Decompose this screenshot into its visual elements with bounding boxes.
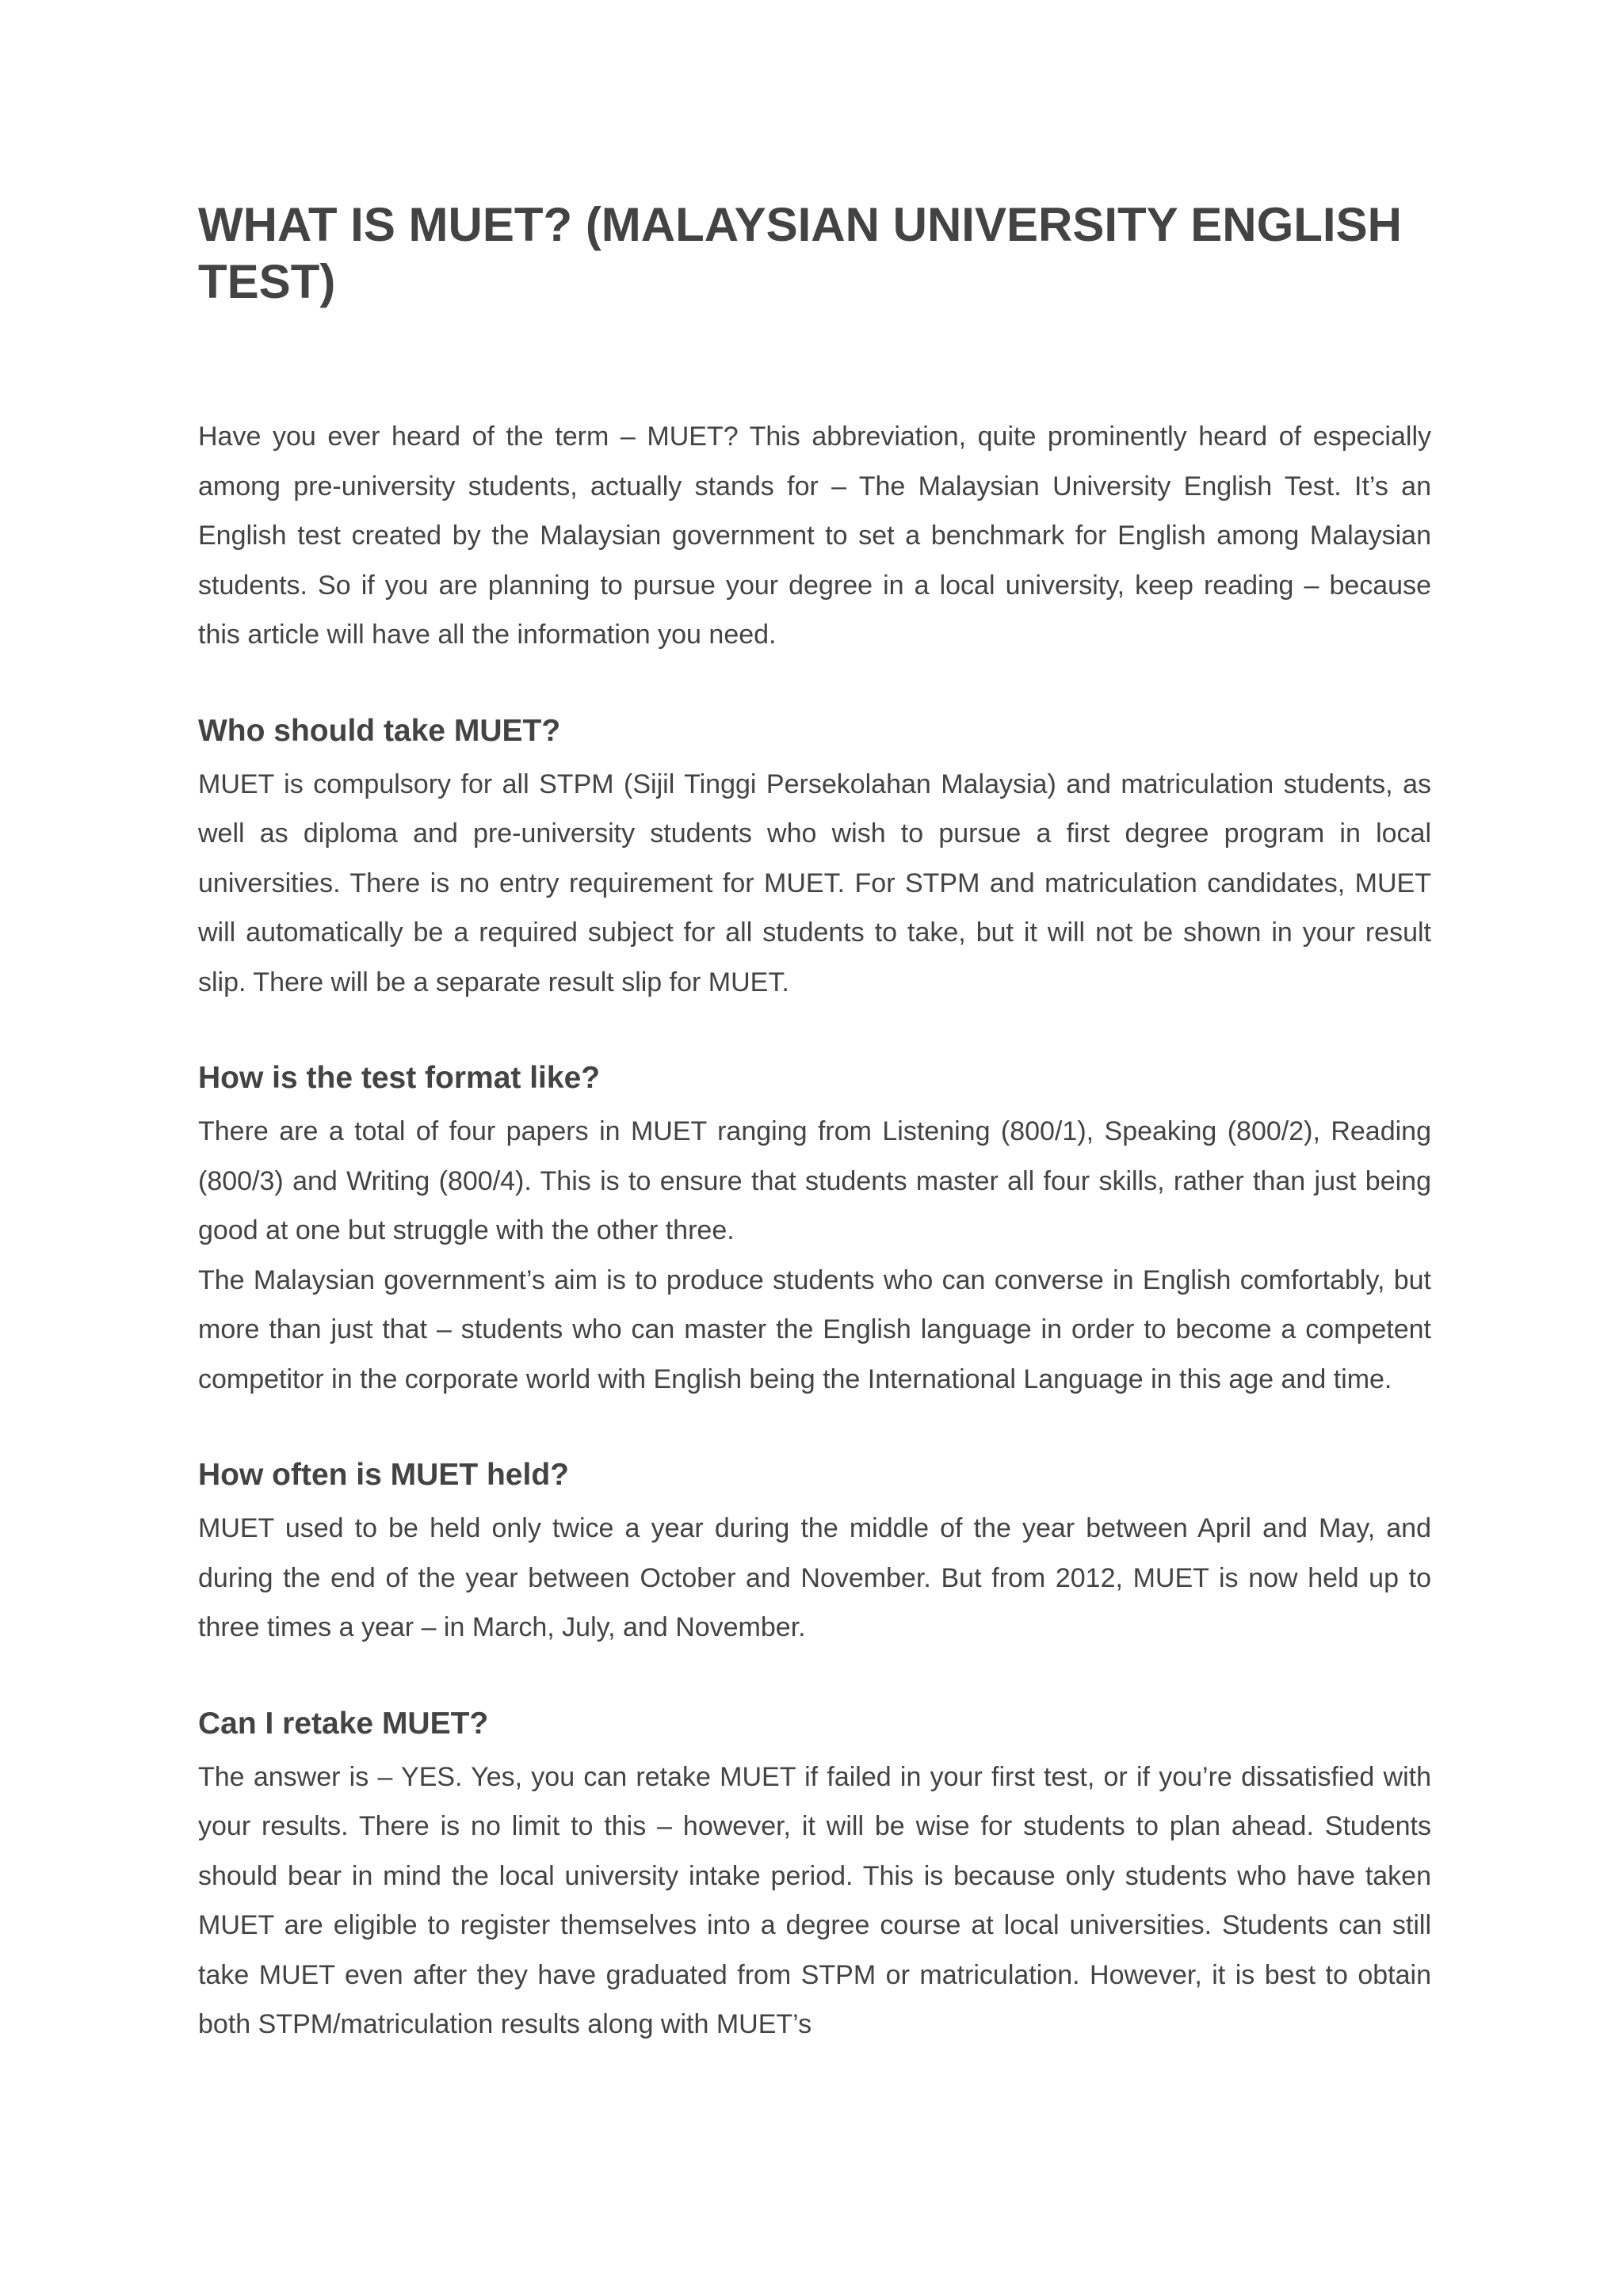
intro-paragraph: Have you ever heard of the term – MUET? This abbreviation, quite prominently heard of especially among pre-university students, actually stands for – The Malaysian University English Test. It’s an English test created by the Malaysian government to set a benchmark for English among Malaysian students. So if you are planning to pursue your degree in a local university, keep reading – because this article will have all the information you need.	[198, 421, 1431, 650]
section-test-format	[198, 1056, 1431, 1404]
section-paragraph: There are a total of four papers in MUET ranging from Listening (800/1), Speaking (800/2), Reading (800/3) and Writing (800/4). This is to ensure that students master all four skills, rather than just being good at one but struggle with the other three.	[198, 1116, 1431, 1245]
section-paragraph: MUET used to be held only twice a year during the middle of the year between April and May, and during the end of the year between October and November. But from 2012, MUET is now held up to three times a year – in March, July, and November.	[198, 1513, 1431, 1642]
section-heading: Who should take MUET?	[198, 713, 561, 748]
document-title: WHAT IS MUET? (MALAYSIAN UNIVERSITY ENGLISH TEST)	[198, 198, 1402, 308]
section-heading: Can I retake MUET?	[198, 1706, 489, 1741]
section-who-should-take	[198, 709, 1431, 1008]
document-content	[198, 412, 1431, 2050]
section-how-often	[198, 1453, 1431, 1653]
section-paragraph: The answer is – YES. Yes, you can retake MUET if failed in your first test, or if you’re dissatisfied with your results. There is no limit to this – however, it will be wise for students to plan ahead. Students should bear in mind the local university intake period. This is because only students who have taken MUET are eligible to register themselves into a degree course at local universities. Students can still take MUET even after they have graduated from STPM or matriculation. However, it is best to obtain both STPM/matriculation results along with MUET’s	[198, 1761, 1431, 2039]
section-heading: How is the test format like?	[198, 1061, 601, 1095]
section-retake	[198, 1702, 1431, 2050]
section-paragraph: MUET is compulsory for all STPM (Sijil Tinggi Persekolahan Malaysia) and matriculation students, as well as diploma and pre-university students who wish to pursue a first degree program in local universities. There is no entry requirement for MUET. For STPM and matriculation candidates, MUET will automatically be a required subject for all students to take, but it will not be shown in your result slip. There will be a separate result slip for MUET.	[198, 769, 1431, 997]
section-heading: How often is MUET held?	[198, 1458, 569, 1492]
document-page	[198, 196, 1431, 2050]
section-paragraph: The Malaysian government’s aim is to produce students who can converse in English comfortably, but more than just that – students who can master the English language in order to become a competent competitor in the corporate world with English being the International Language in this age and time.	[198, 1264, 1431, 1394]
